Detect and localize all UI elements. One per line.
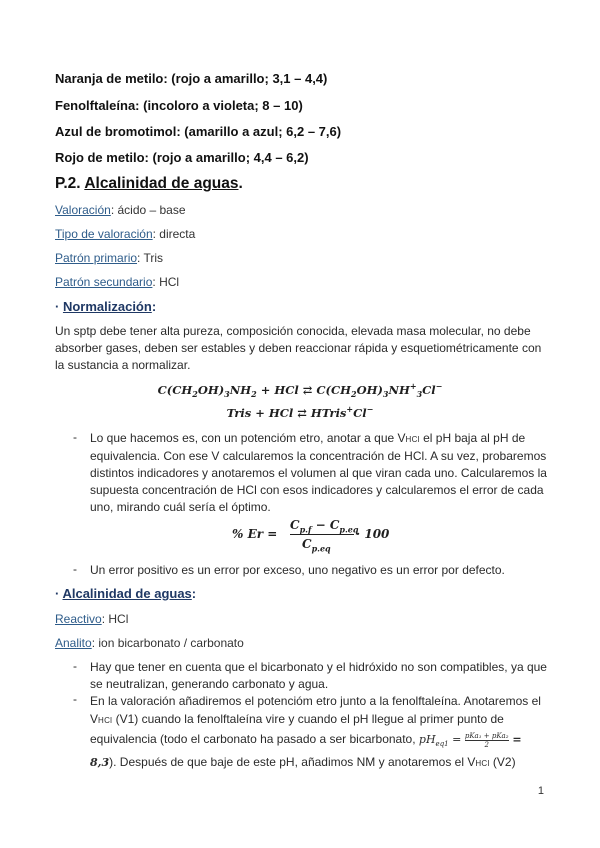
normalizacion-paragraph: Un sptp debe tener alta pureza, composición conocida, elevada masa molecular, no debe absorber gases, deben ser estables y deben reaccionar rápida y esquetiométricamente con la sustancia a normalizar. <box>55 324 542 372</box>
bullet-text: Hay que tener en cuenta que el bicarbonato y el hidróxido no son compatibles, ya que se neutralizan, generando carbonato y agua. <box>90 660 547 691</box>
equation-1: $C(CH_2OH)_3NH_2$ + HCl ⇄ $C(CH_2OH)_3NH^+_3Cl^-$ <box>157 381 443 400</box>
field-value: : HCl <box>152 275 180 289</box>
subheading-normalizacion <box>55 299 156 314</box>
field-label: Valoración <box>55 203 111 217</box>
field-value: : ácido – base <box>110 203 186 217</box>
bullet-dash: - <box>73 562 77 576</box>
bullet-text: Un error positivo es un error por exceso, uno negativo es un error por defecto. <box>90 563 505 577</box>
field-label: Reactivo <box>55 612 102 626</box>
field-patron-primario <box>55 251 163 265</box>
formula-numerator: $C_{p.f} - C_{p.eq}$ <box>290 518 359 535</box>
section-dot: . <box>238 175 243 192</box>
subheading-colon: : <box>151 299 157 314</box>
formula-denominator: $C_{p.eq}$ <box>302 537 331 554</box>
section-heading <box>55 175 243 193</box>
section-number: P.2. <box>55 175 81 192</box>
ph-expression: $pH_{eq1}$ = pKa₁ + pKa₂ 2 = 8,3 <box>90 731 522 770</box>
field-label: Analito <box>55 636 92 650</box>
bullet-dash: - <box>73 692 77 706</box>
field-analito <box>55 636 244 650</box>
field-value: : HCl <box>101 612 129 626</box>
field-patron-secundario <box>55 275 179 289</box>
page-number: 1 <box>537 785 544 797</box>
field-tipo <box>55 227 195 241</box>
field-value: : ion bicarbonato / carbonato <box>91 636 244 650</box>
subheading-title: Alcalinidad de aguas <box>62 586 192 601</box>
field-value: : directa <box>152 227 196 241</box>
formula-lhs: % Er = <box>232 527 278 541</box>
indicator-line: Rojo de metilo: (rojo a amarillo; 4,4 – 6,2) <box>55 150 309 165</box>
bullet-dash: - <box>73 430 77 444</box>
indicator-line: Azul de bromotimol: (amarillo a azul; 6,2 – 7,6) <box>55 124 342 139</box>
bullet-dash: - <box>73 659 77 673</box>
field-value: : Tris <box>137 251 164 265</box>
subheading-title: Normalización <box>62 299 152 314</box>
formula-tail: · 100 <box>356 527 390 541</box>
field-valoracion <box>55 203 186 217</box>
indicator-line: Naranja de metilo: (rojo a amarillo; 3,1 – 4,4) <box>55 71 328 86</box>
equation-2: Tris + HCl ⇄ HTris+Cl− <box>226 404 374 420</box>
bullet-dot: · <box>55 586 63 601</box>
bullet-text: Lo que hacemos es, con un potencióm etro, anotar a que VHCl el pH baja al pH de equivalencia. Con ese V calcularemos la concentración de HCl. A su vez, probaremos distintos indicadores y anotaremos el volumen al que viran cada uno. Calcularemos la supuesta concentración de HCl con esos indicadores y calcularemos el error de cada uno, mirando cuál sería el óptimo. <box>90 431 547 514</box>
fraction-bar <box>290 534 354 535</box>
field-label: Tipo de valoración <box>55 227 153 241</box>
bullet-dot: · <box>55 299 63 314</box>
subheading-colon: : <box>191 586 197 601</box>
field-label: Patrón secundario <box>55 275 153 289</box>
field-reactivo <box>55 612 128 626</box>
field-label: Patrón primario <box>55 251 138 265</box>
section-title: Alcalinidad de aguas <box>84 175 239 192</box>
bullet-text: En la valoración añadiremos el potencióm etro junto a la fenolftaleína. Anotaremos el VHCl (V1) cuando la fenolftaleína vire y cuando el pH llegue al primer punto de equivalencia (todo el carbonato ha pasado a ser bicarbonato, $pH_{eq1}$ = pKa₁ + pKa₂ 2 = 8,3). Después de que baje de este pH, añadimos NM y anotaremos el VHCl (V2) <box>90 694 541 770</box>
indicator-line: Fenolftaleína: (incoloro a violeta; 8 – 10) <box>55 98 303 113</box>
subheading-alcalinidad <box>55 586 196 601</box>
